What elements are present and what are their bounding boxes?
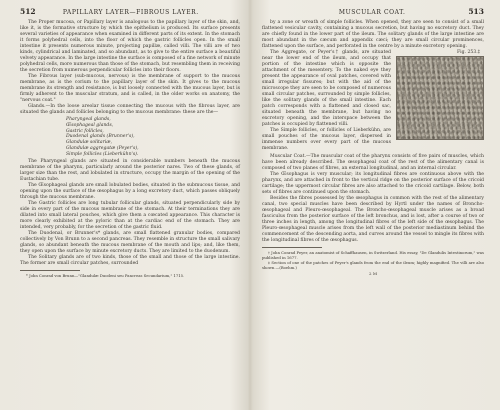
paragraph: by a zone or wreath of simple follicles. When opened, they are seen to consist of a small flattened vesicular cavity, containing a mucous secretion, but having no excretory duct. They are chiefly found in the lower part of the ileum. The solitary glands of the large intestine are most abundant in the cæcum and appendix cæci; they are small circular prominences, flattened upon the surface, and perforated in the centre by a minute excretory opening. bbox=[262, 20, 484, 49]
footnote: * John Conrad von Brunn—"Glandulæ Duodeni seu Pancreas Secundarium," 1715. bbox=[26, 272, 185, 278]
signature-mark: 2 M bbox=[369, 270, 377, 276]
running-head-right bbox=[262, 7, 484, 16]
paragraph: The Aggregate, or Peyer's† glands, are situated near the lower end of the ileum, and occupy that portion of the intestine which is opposite the attachment of the mesentery. To the naked eye they present the appearance of oval patches, covered with small irregular fissures; but with the aid of the microscope they are seen to be composed of numerous small circular patches, surrounded by simple follicles, like the solitary glands of the small intestine. Each patch corresponds with a flattened and closed sac, situated beneath the membrane, but having no excretory opening, and the interspace between the patches is occupied by flattened villi. bbox=[262, 50, 391, 127]
list-item: Œsophageal glands, bbox=[66, 122, 114, 128]
page-number: 512 bbox=[20, 7, 36, 16]
footnote: ‡ Section of one of the patches of Peyer's glands from the end of the ileum; highly magnified. The villi are also shown.—(Boehm.) bbox=[262, 259, 484, 270]
footnote: † John Conrad Peyer, an anatomist of Schaffhausen, in Switzerland. His essay, "De Glandulis Intestinorum," was published in 1677. bbox=[262, 249, 484, 260]
list-item: Glandulæ aggregatæ (Peyer's), bbox=[66, 145, 139, 151]
list-item: Pharyngeal glands, bbox=[66, 117, 111, 122]
paragraph: The Œsophageal glands are small lobulated bodies, situated in the submucous tissue, and opening upon the surface of the œsophagus by a long excretory duct, which passes obliquely through the mucous membrane. bbox=[20, 182, 240, 200]
gland-list bbox=[66, 117, 240, 158]
paragraph: Muscular Coat.—The muscular coat of the pharynx consists of five pairs of muscles, which have been already described. The œsophageal coat of the rest of the alimentary canal is composed of two planes of fibres, an external longitudinal, and an internal circular. bbox=[262, 153, 484, 171]
list-item: Duodenal glands (Brunner's), bbox=[66, 134, 135, 140]
footnote-rule bbox=[20, 270, 80, 271]
paragraph: The Duodenal, or Brunner's* glands, are small flattened granular bodies, compared collectively by Von Brunn to a second pancreas. They resemble in structure the small salivary glands, so abundant beneath the mucous membrane of the mouth and lips; and, like them, they open upon the surface by minute excretory ducts. They are limited to the duodenum. bbox=[20, 230, 240, 254]
running-head-title: PAPILLARY LAYER—FIBROUS LAYER. bbox=[62, 9, 199, 16]
paragraph: The Œsophagus is very muscular; its longitudinal fibres are continuous above with the pharynx, and are attached in front to the vertical ridge on the posterior surface of the cricoid cartilage; the uppermost circular fibres are also attached to the cricoid cartilage. Below, both sets of fibres are continued upon the stomach. bbox=[262, 171, 484, 195]
paragraph: The Proper mucosa, or Papillary layer is analogous to the papillary layer of the skin, and, like it, is the formative structure by which the epithelium is produced. Its surface presents several varieties of appearance when examined in different parts of its extent. In the stomach it forms polyhedral cells, into the floor of which the gastric follicles open. In the small intestine it presents numerous minute, projecting papillæ, called villi. The villi are of two kinds, cylindrical and laminated, and so abundant, as to give to the entire surface a beautiful velvety appearance. In the large intestine the surface is composed of a fine network of minute polyhedral cells, more numerous than those of the stomach, but resembling them in receiving the secretion from numerous perpendicular follicles into their floors. bbox=[20, 20, 240, 73]
page-number: 513 bbox=[468, 7, 484, 16]
figure-block bbox=[396, 50, 484, 140]
running-head-left bbox=[20, 7, 240, 16]
running-head-title: MUSCULAR COAT. bbox=[338, 9, 406, 16]
paragraph: The Pharyngeal glands are situated in considerable numbers beneath the mucous membrane of the pharynx, particularly around the posterior nares. Two of these glands, of larger size than the rest, and lobulated in structure, occupy the margin of the opening of the Eustachian tube. bbox=[20, 158, 240, 182]
paragraph: The Solitary glands are of two kinds, those of the small and those of the large intestine. The former are small circular patches, surrounded bbox=[20, 254, 240, 266]
paragraph: The Gastric follicles are long tubular follicular glands, situated perpendicularly side by side in every part of the mucous membrane of the stomach. At their terminations they are dilated into small lateral pouches, which give them a cœcated appearance. This character is more clearly exhibited at the pyloric than at the cardiac end of the stomach. They are intended, very probably, for the secretion of the gastric fluid. bbox=[20, 200, 240, 230]
paragraph: Glands.—In the loose areolar tissue connecting the mucous with the fibrous layer, are situated the glands and follicles belonging to the mucous membrane: these are the— bbox=[20, 104, 240, 115]
list-item: Glandulæ solitariæ, bbox=[66, 140, 113, 146]
paragraph: The Simple follicles, or follicles of Lieberkühn, are small pouches of the mucous layer, dispersed in immense numbers over every part of the mucous membrane. bbox=[262, 128, 391, 151]
list-item: Gastric follicles, bbox=[66, 128, 104, 134]
right-page bbox=[250, 0, 500, 410]
peyers-patch-illustration bbox=[396, 56, 484, 140]
list-item: Simple follicles (Lieberkühn's). bbox=[66, 151, 139, 157]
footnote-rule bbox=[262, 247, 322, 248]
paragraph: Besides the fibres possessed by the œsophagus in common with the rest of the alimentary canal, two special muscles have been described by Hyrtl under the names of Broncho-œsophageal and Pleuro-œsophageal. The Broncho-œsophageal muscle arises as a broad fasciculus from the posterior surface of the left bronchus, and is lost, after a course of two or three inches in length, among the longitudinal fibres of the left side of the œsophagus. The Pleuro-œsophageal muscle arises from the left wall of the posterior mediastinum behind the commencement of the descending aorta, and curves around the vessel to mingle its fibres with the longitudinal fibres of the œsophagus. bbox=[262, 195, 484, 243]
figure-caption: Fig. 253.‡ bbox=[456, 50, 480, 55]
paragraph: The Fibrous layer (sub-mucous, nervous) is the membrane of support to the mucous membrane, as is the corium to the papillary layer of the skin. It gives to the mucous membrane its strength and resistance, is but loosely connected with the mucous layer, but is firmly adherent to the muscular stratum, and is called, in the older works on anatomy, the "nervous coat." bbox=[20, 74, 240, 103]
